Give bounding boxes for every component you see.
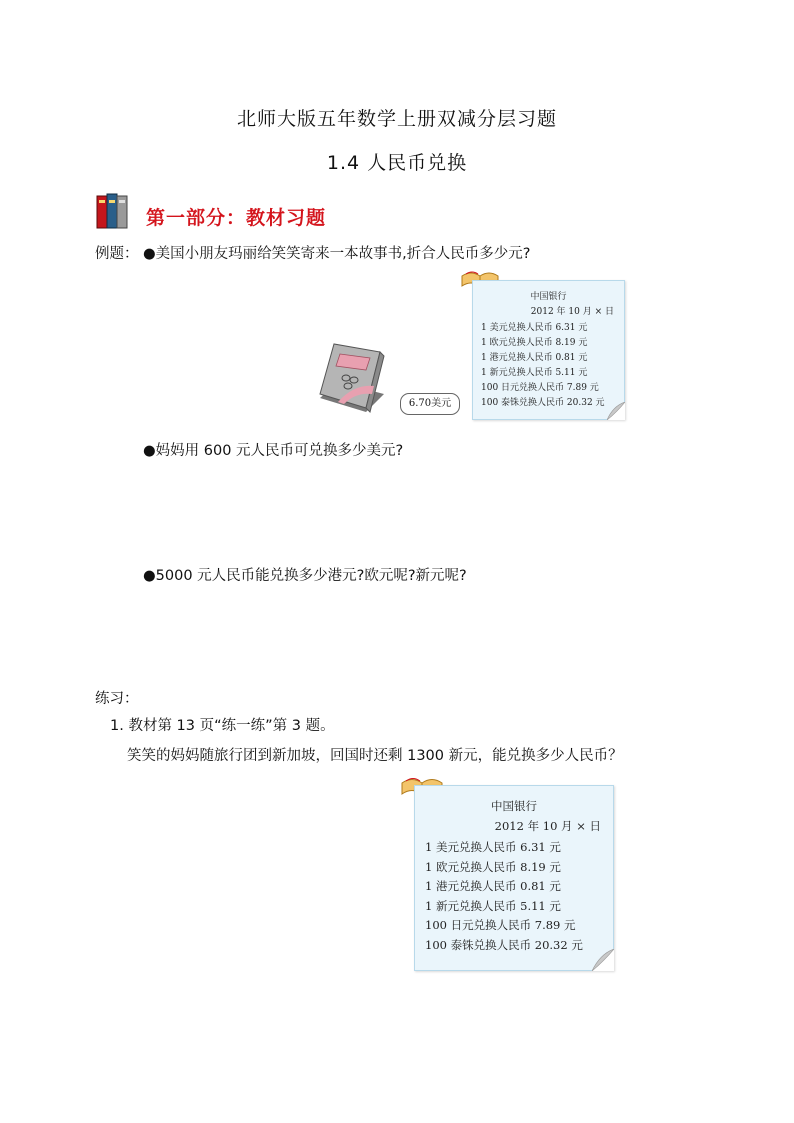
rate-line: 1 港元兑换人民币 0.81 元 bbox=[425, 879, 561, 893]
example-question-2: ●妈妈用 600 元人民币可兑换多少美元? bbox=[143, 443, 404, 459]
example-question-1: ●美国小朋友玛丽给笑笑寄来一本故事书,折合人民币多少元? bbox=[143, 246, 531, 262]
page-curl-icon bbox=[607, 402, 625, 420]
rate-line: 1 新元兑换人民币 5.11 元 bbox=[425, 898, 561, 913]
rate-line: 1 美元兑换人民币 6.31 元 bbox=[425, 840, 561, 854]
rate-line: 1 欧元兑换人民币 8.19 元 bbox=[425, 859, 561, 874]
rate-date: 2012 年 10 月 × 日 bbox=[494, 819, 601, 833]
rate-line: 1 港元兑换人民币 0.81 元 bbox=[481, 353, 588, 363]
practice-item-1-text: 笑笑的妈妈随旅行团到新加坡，回国时还剩 1300 新元，能兑换多少人民币？ bbox=[127, 748, 623, 764]
page-curl-icon bbox=[592, 949, 614, 971]
rate-line: 1 美元兑换人民币 6.31 元 bbox=[481, 323, 588, 333]
price-tag: 6.70美元 bbox=[400, 393, 460, 415]
rate-line: 100 泰铢兑换人民币 20.32 元 bbox=[425, 937, 583, 952]
bank-name: 中国银行 bbox=[530, 292, 567, 302]
page-subtitle: 1.4 人民币兑换 bbox=[326, 152, 468, 174]
practice-label: 练习： bbox=[95, 691, 139, 707]
exchange-rate-board bbox=[414, 785, 614, 971]
example-question-3: ●5000 元人民币能兑换多少港元?欧元呢?新元呢? bbox=[143, 568, 467, 584]
book-illustration bbox=[318, 334, 388, 414]
rate-line: 1 新元兑换人民币 5.11 元 bbox=[481, 368, 588, 378]
rate-line: 100 日元兑换人民币 7.89 元 bbox=[481, 383, 599, 393]
rate-line: 1 欧元兑换人民币 8.19 元 bbox=[481, 338, 588, 348]
practice-item-1: 1. 教材第 13 页“练一练”第 3 题。 bbox=[110, 718, 335, 734]
exchange-rate-board bbox=[472, 280, 625, 420]
section-heading: 第一部分：教材习题 bbox=[146, 207, 327, 229]
rate-line: 100 泰铢兑换人民币 20.32 元 bbox=[481, 398, 605, 408]
rate-line: 100 日元兑换人民币 7.89 元 bbox=[425, 918, 576, 932]
books-icon bbox=[95, 190, 135, 230]
bank-name: 中国银行 bbox=[491, 799, 537, 813]
page-title: 北师大版五年数学上册双减分层习题 bbox=[236, 108, 557, 130]
rate-date: 2012 年 10 月 × 日 bbox=[530, 307, 614, 317]
example-label: 例题： bbox=[95, 246, 139, 262]
